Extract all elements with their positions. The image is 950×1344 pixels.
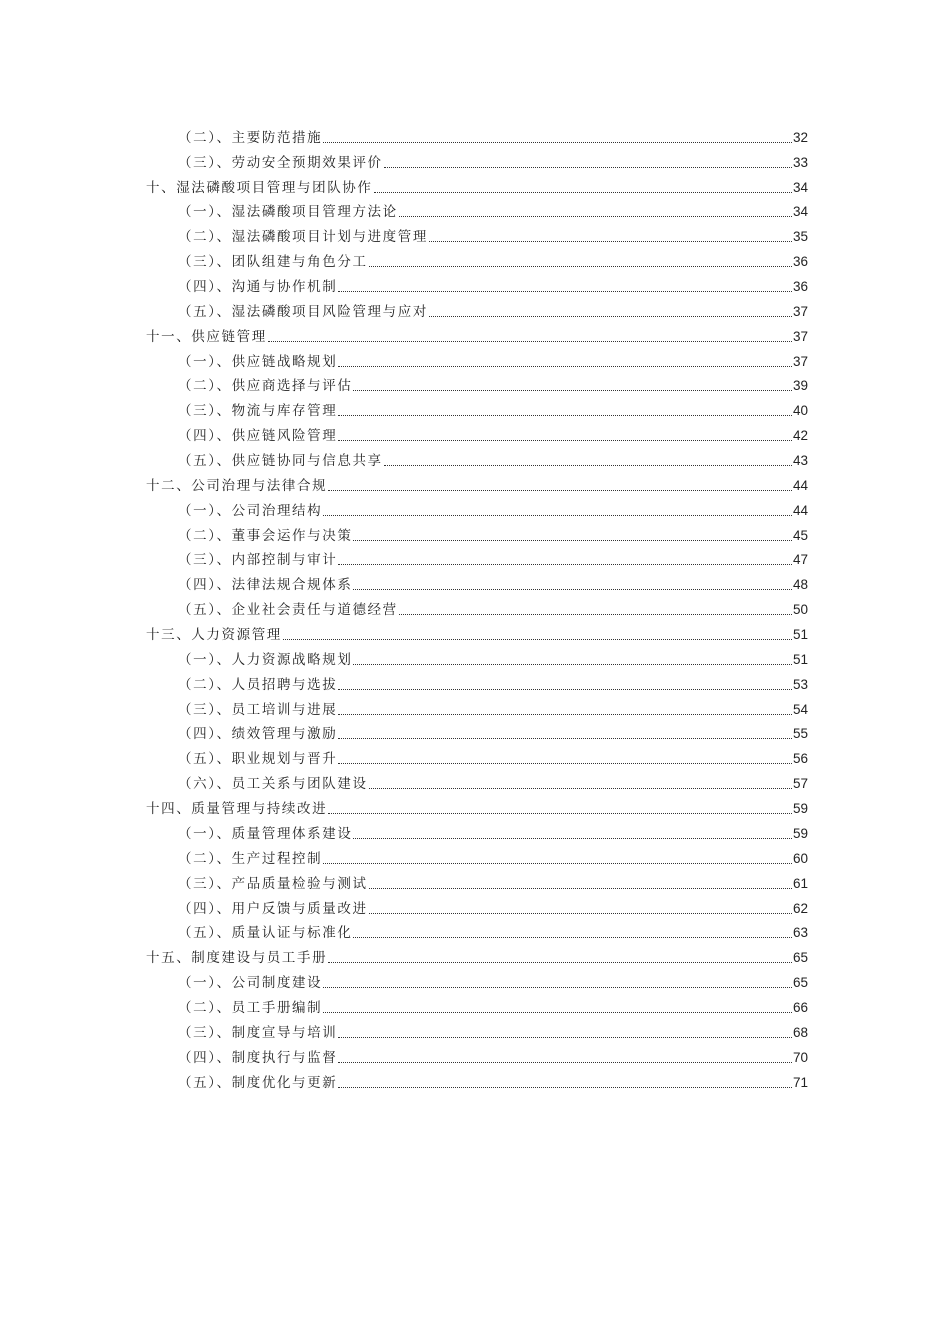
toc-dot-leader (328, 813, 792, 814)
toc-section-entry[interactable] (146, 397, 808, 422)
toc-dot-leader (338, 291, 792, 292)
toc-section-entry[interactable] (146, 199, 808, 224)
toc-page-number: 44 (792, 502, 808, 518)
toc-section-entry[interactable] (146, 870, 808, 895)
toc-page-number: 44 (792, 477, 808, 493)
toc-dot-leader (369, 788, 792, 789)
toc-page-number: 43 (792, 453, 808, 469)
toc-section-entry[interactable] (146, 547, 808, 572)
toc-section-entry[interactable] (146, 571, 808, 596)
toc-dot-leader (353, 664, 792, 665)
toc-entry-title: （一）、人力资源战略规划 (178, 651, 353, 668)
toc-dot-leader (429, 316, 792, 317)
toc-entry-title: （三）、物流与库存管理 (178, 403, 338, 420)
toc-page-number: 57 (792, 776, 808, 792)
toc-entry-title: （三）、劳动安全预期效果评价 (178, 154, 383, 171)
toc-dot-leader (338, 689, 792, 690)
toc-page-number: 61 (792, 875, 808, 891)
toc-dot-leader (399, 216, 792, 217)
toc-entry-title: （二）、湿法磷酸项目计划与进度管理 (178, 229, 428, 246)
toc-page-number: 35 (792, 229, 808, 245)
toc-section-entry[interactable] (146, 497, 808, 522)
toc-entry-title: （二）、生产过程控制 (178, 850, 323, 867)
toc-entry-title: （五）、制度优化与更新 (178, 1074, 338, 1091)
toc-entry-title: （五）、质量认证与标准化 (178, 925, 353, 942)
toc-page-number: 50 (792, 602, 808, 618)
toc-section-entry[interactable] (146, 646, 808, 671)
toc-dot-leader (323, 515, 792, 516)
toc-dot-leader (268, 341, 792, 342)
toc-entry-title: （四）、绩效管理与激励 (178, 726, 338, 743)
toc-page-number: 54 (792, 701, 808, 717)
toc-dot-leader (384, 167, 792, 168)
toc-dot-leader (323, 1012, 792, 1013)
toc-entry-title: （六）、员工关系与团队建设 (178, 776, 368, 793)
toc-dot-leader (323, 987, 792, 988)
toc-page-number: 36 (792, 279, 808, 295)
toc-section-entry[interactable] (146, 373, 808, 398)
toc-dot-leader (338, 714, 792, 715)
toc-entry-title: （三）、产品质量检验与测试 (178, 875, 368, 892)
toc-section-entry[interactable] (146, 770, 808, 795)
toc-dot-leader (283, 639, 792, 640)
toc-section-entry[interactable] (146, 298, 808, 323)
toc-page-number: 71 (792, 1074, 808, 1090)
toc-section-entry[interactable] (146, 920, 808, 945)
toc-chapter-entry[interactable] (146, 174, 808, 199)
toc-page-number: 68 (792, 1024, 808, 1040)
toc-section-entry[interactable] (146, 348, 808, 373)
toc-section-entry[interactable] (146, 273, 808, 298)
toc-page-number: 59 (792, 801, 808, 817)
toc-section-entry[interactable] (146, 696, 808, 721)
toc-section-entry[interactable] (146, 671, 808, 696)
toc-section-entry[interactable] (146, 721, 808, 746)
toc-entry-title: （一）、质量管理体系建设 (178, 825, 353, 842)
toc-dot-leader (338, 763, 792, 764)
toc-entry-title: （五）、供应链协同与信息共享 (178, 453, 383, 470)
toc-page-number: 65 (792, 950, 808, 966)
toc-page-number: 62 (792, 900, 808, 916)
toc-page-number: 55 (792, 726, 808, 742)
toc-entry-title: （一）、供应链战略规划 (178, 353, 338, 370)
toc-page-number: 47 (792, 552, 808, 568)
toc-dot-leader (328, 490, 792, 491)
toc-dot-leader (384, 465, 792, 466)
toc-section-entry[interactable] (146, 745, 808, 770)
toc-chapter-entry[interactable] (146, 795, 808, 820)
toc-entry-title: 十、湿法磷酸项目管理与团队协作 (146, 179, 373, 196)
toc-dot-leader (353, 540, 792, 541)
toc-entry-title: （二）、董事会运作与决策 (178, 527, 353, 544)
toc-entry-title: （二）、主要防范措施 (178, 129, 323, 146)
table-of-contents (146, 124, 808, 1094)
toc-section-entry[interactable] (146, 223, 808, 248)
toc-section-entry[interactable] (146, 845, 808, 870)
toc-chapter-entry[interactable] (146, 323, 808, 348)
toc-entry-title: （四）、法律法规合规体系 (178, 577, 353, 594)
toc-page-number: 60 (792, 850, 808, 866)
toc-dot-leader (338, 564, 792, 565)
toc-chapter-entry[interactable] (146, 944, 808, 969)
toc-dot-leader (338, 415, 792, 416)
toc-dot-leader (323, 142, 792, 143)
toc-chapter-entry[interactable] (146, 472, 808, 497)
toc-section-entry[interactable] (146, 447, 808, 472)
toc-page-number: 37 (792, 303, 808, 319)
toc-entry-title: 十二、公司治理与法律合规 (146, 477, 328, 494)
toc-dot-leader (338, 1062, 792, 1063)
toc-section-entry[interactable] (146, 1069, 808, 1094)
toc-page-number: 42 (792, 428, 808, 444)
toc-section-entry[interactable] (146, 994, 808, 1019)
toc-entry-title: （五）、湿法磷酸项目风险管理与应对 (178, 303, 428, 320)
toc-dot-leader (353, 838, 792, 839)
toc-section-entry[interactable] (146, 149, 808, 174)
toc-dot-leader (328, 962, 792, 963)
toc-dot-leader (369, 913, 792, 914)
toc-entry-title: （三）、制度宣导与培训 (178, 1024, 338, 1041)
toc-entry-title: （二）、供应商选择与评估 (178, 378, 353, 395)
toc-dot-leader (369, 888, 792, 889)
toc-entry-title: （一）、公司制度建设 (178, 975, 323, 992)
toc-entry-title: （四）、用户反馈与质量改进 (178, 900, 368, 917)
toc-dot-leader (353, 390, 792, 391)
toc-dot-leader (338, 440, 792, 441)
toc-section-entry[interactable] (146, 124, 808, 149)
toc-page-number: 56 (792, 751, 808, 767)
toc-dot-leader (369, 266, 792, 267)
toc-section-entry[interactable] (146, 248, 808, 273)
toc-dot-leader (338, 1037, 792, 1038)
toc-entry-title: （五）、职业规划与晋升 (178, 751, 338, 768)
toc-dot-leader (338, 738, 792, 739)
toc-entry-title: （一）、湿法磷酸项目管理方法论 (178, 204, 398, 221)
toc-page-number: 59 (792, 825, 808, 841)
toc-page-number: 32 (792, 129, 808, 145)
toc-page-number: 33 (792, 154, 808, 170)
toc-page-number: 65 (792, 975, 808, 991)
toc-page-number: 51 (792, 627, 808, 643)
toc-page-number: 40 (792, 403, 808, 419)
toc-section-entry[interactable] (146, 596, 808, 621)
toc-section-entry[interactable] (146, 895, 808, 920)
toc-section-entry[interactable] (146, 422, 808, 447)
toc-entry-title: 十一、供应链管理 (146, 328, 267, 345)
toc-page-number: 66 (792, 999, 808, 1015)
toc-section-entry[interactable] (146, 1044, 808, 1069)
toc-entry-title: （三）、团队组建与角色分工 (178, 254, 368, 271)
toc-page-number: 53 (792, 676, 808, 692)
toc-dot-leader (323, 863, 792, 864)
toc-entry-title: （二）、人员招聘与选拔 (178, 676, 338, 693)
toc-dot-leader (353, 589, 792, 590)
toc-entry-title: 十五、制度建设与员工手册 (146, 950, 328, 967)
toc-page-number: 37 (792, 353, 808, 369)
toc-section-entry[interactable] (146, 969, 808, 994)
toc-entry-title: 十三、人力资源管理 (146, 627, 282, 644)
toc-page-number: 70 (792, 1049, 808, 1065)
toc-page-number: 48 (792, 577, 808, 593)
toc-page-number: 63 (792, 925, 808, 941)
toc-page-number: 34 (792, 179, 808, 195)
toc-page-number: 51 (792, 651, 808, 667)
toc-page-number: 34 (792, 204, 808, 220)
toc-section-entry[interactable] (146, 1019, 808, 1044)
toc-section-entry[interactable] (146, 522, 808, 547)
toc-entry-title: （一）、公司治理结构 (178, 502, 323, 519)
toc-entry-title: （三）、内部控制与审计 (178, 552, 338, 569)
toc-dot-leader (374, 192, 792, 193)
toc-entry-title: （五）、企业社会责任与道德经营 (178, 602, 398, 619)
toc-dot-leader (399, 614, 792, 615)
toc-page-number: 45 (792, 527, 808, 543)
toc-entry-title: （四）、供应链风险管理 (178, 428, 338, 445)
toc-entry-title: （二）、员工手册编制 (178, 999, 323, 1016)
toc-entry-title: （三）、员工培训与进展 (178, 701, 338, 718)
toc-entry-title: （四）、沟通与协作机制 (178, 279, 338, 296)
toc-dot-leader (353, 937, 792, 938)
toc-page-number: 36 (792, 254, 808, 270)
toc-dot-leader (429, 241, 792, 242)
toc-entry-title: 十四、质量管理与持续改进 (146, 801, 328, 818)
toc-dot-leader (338, 1087, 792, 1088)
toc-page-number: 39 (792, 378, 808, 394)
toc-chapter-entry[interactable] (146, 621, 808, 646)
toc-entry-title: （四）、制度执行与监督 (178, 1049, 338, 1066)
toc-dot-leader (338, 366, 792, 367)
toc-page-number: 37 (792, 328, 808, 344)
toc-section-entry[interactable] (146, 820, 808, 845)
